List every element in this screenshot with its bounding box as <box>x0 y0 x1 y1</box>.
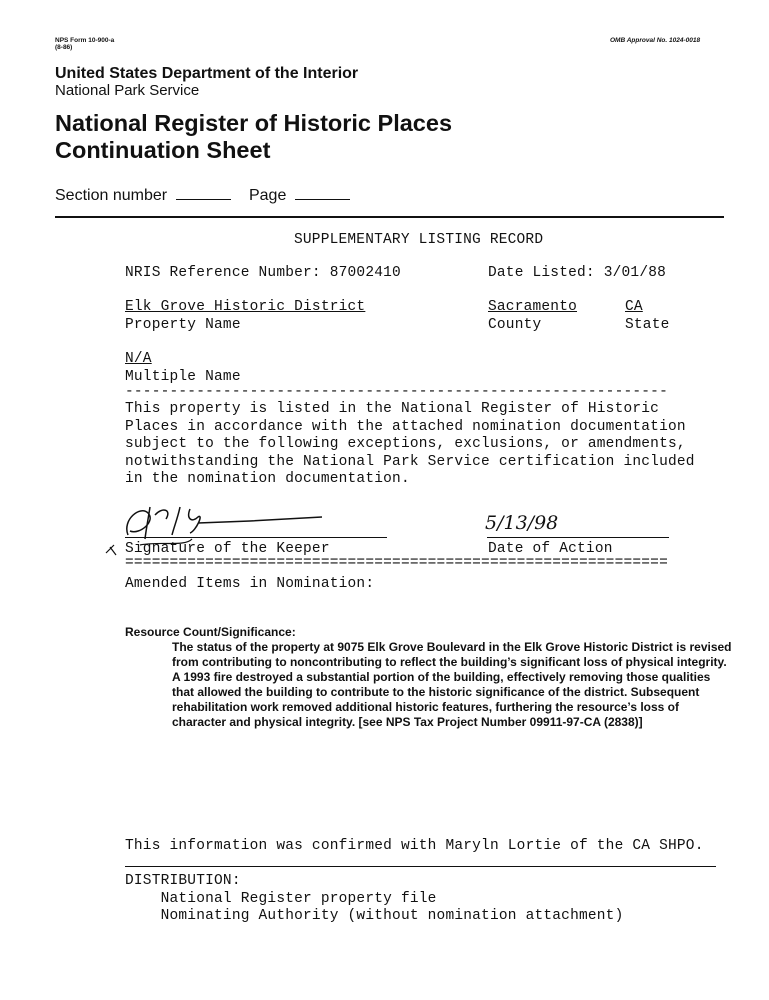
document-title <box>55 110 452 164</box>
resource-count-text: The status of the property at 9075 Elk Grove Boulevard in the Elk Grove Historic District is revised from contributing to noncontributing to reflect the building’s significant loss of physical integrity. A 1993 fire destroyed a substantial portion of the building, effectively removing those qualities that allowed the building to contribute to the historic significance of the district. Subsequent rehabilitation work removed additional historic features, furthering the resource’s loss of character and physical integrity. [see NPS Tax Project Number 09911-97-CA (2838)] <box>172 640 732 729</box>
dash-separator: ------------------------------------------------------------- <box>125 384 668 400</box>
title-line-2: Continuation Sheet <box>55 137 271 163</box>
section-number-blank <box>176 198 231 200</box>
form-number-text: NPS Form 10-900-a <box>55 37 115 44</box>
listing-statement: This property is listed in the National Register of Historic Places in accordance with the attached nomination documentation subject to the following exceptions, exclusions, or amendments, notwithstanding the National Park Service certification included in the nomination documentation. <box>125 401 695 487</box>
county-label: County <box>488 317 542 333</box>
date-of-action-label: Date of Action <box>488 541 613 557</box>
section-number-label: Section number <box>55 187 168 204</box>
page-blank <box>295 198 350 200</box>
multiple-name-label: Multiple Name <box>125 369 241 385</box>
state-value: CA <box>625 299 643 315</box>
state-label: State <box>625 317 670 333</box>
distribution-list: DISTRIBUTION: National Register property file Nominating Authority (without nomination attachment) <box>125 873 624 924</box>
omb-approval: OMB Approval No. 1024-0018 <box>610 37 701 44</box>
confirmation-text: This information was confirmed with Maryln Lortie of the CA SHPO. <box>125 838 704 854</box>
resource-count-heading: Resource Count/Significance: <box>125 625 296 639</box>
department-name: United States Department of the Interior <box>55 65 359 82</box>
amended-items-label: Amended Items in Nomination: <box>125 576 375 592</box>
form-date-text: (8-86) <box>55 44 73 51</box>
signature-label: Signature of the Keeper <box>125 541 330 557</box>
date-listed: Date Listed: 3/01/88 <box>488 265 667 281</box>
service-name: National Park Service <box>55 82 200 99</box>
section-page-row <box>55 187 350 205</box>
title-line-1: National Register of Historic Places <box>55 110 453 136</box>
page-label: Page <box>248 187 287 204</box>
date-line <box>487 537 669 538</box>
action-date-handwritten: 5/13/98 <box>485 512 559 534</box>
double-separator: ============================================================= <box>125 555 668 571</box>
signature-line <box>125 537 387 538</box>
property-name-label: Property Name <box>125 317 241 333</box>
nris-reference: NRIS Reference Number: 87002410 <box>125 265 401 281</box>
property-name: Elk Grove Historic District <box>125 299 366 315</box>
multiple-name-value: N/A <box>125 351 152 367</box>
form-number <box>55 37 114 51</box>
county-value: Sacramento <box>488 299 578 315</box>
confirmation-rule <box>125 866 716 867</box>
header-rule <box>55 216 724 218</box>
record-heading: SUPPLEMENTARY LISTING RECORD <box>294 232 544 248</box>
